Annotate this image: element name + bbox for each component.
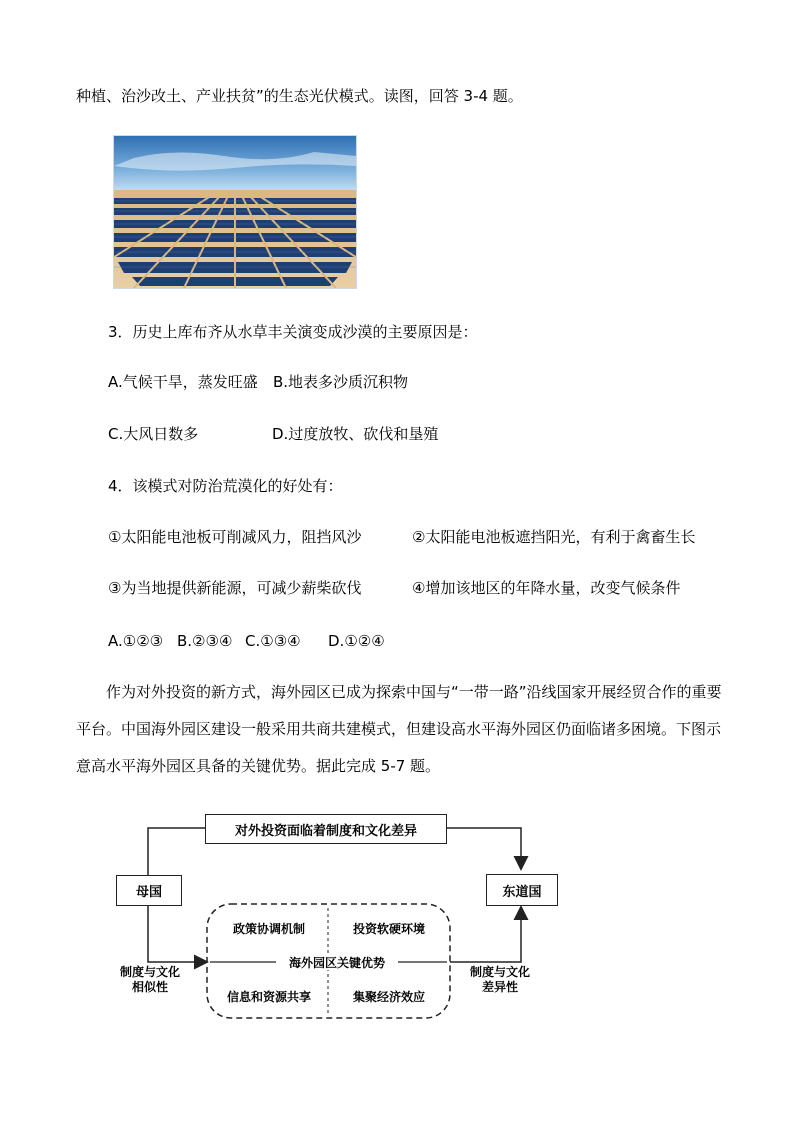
q4-item-3: ③为当地提供新能源，可减少薪柴砍伐 [108, 579, 362, 597]
q4-stem: 4．该模式对防治荒漠化的好处有： [108, 477, 343, 495]
overseas-park-diagram [110, 812, 570, 1024]
passage: 作为对外投资的新方式，海外园区已成为探索中国与“一带一路”沿线国家开展经贸合作的重要平台。中国海外园区建设一般采用共商共建模式，但建设高水平海外园区仍面临诸多困境。下图示意高水平海外园区具备的关键优势。据此完成 5-7 题。 [76, 683, 722, 775]
right-label-2: 差异性 [481, 980, 518, 994]
host-country-box: 东道国 [486, 874, 558, 906]
q4-option-d: D.①②④ [328, 632, 385, 650]
left-label-2: 相似性 [131, 980, 168, 994]
home-country-box: 母国 [116, 875, 182, 906]
q4-option-a: A.①②③ [108, 632, 164, 650]
q3-option-a: A.气候干旱，蒸发旺盛 [108, 373, 258, 391]
q4-item-2: ②太阳能电池板遮挡阳光，有利于禽畜生长 [412, 528, 696, 546]
q4-option-c: C.①③④ [245, 632, 301, 650]
intro-line: 种植、治沙改土、产业扶贫”的生态光伏模式。读图，回答 3-4 题。 [76, 87, 523, 105]
q3-option-c: C.大风日数多 [108, 425, 199, 443]
q4-item-4: ④增加该地区的年降水量，改变气候条件 [412, 579, 681, 597]
top-box: 对外投资面临着制度和文化差异 [205, 814, 447, 844]
q3-option-b: B.地表多沙质沉积物 [273, 373, 409, 391]
right-label-1: 制度与文化 [469, 965, 530, 979]
cell-agglomeration: 集聚经济效应 [352, 990, 425, 1004]
solar-farm-photo [113, 135, 357, 289]
q3-option-d: D.过度放牧、砍伐和垦殖 [272, 425, 439, 443]
q4-option-b: B.②③④ [177, 632, 233, 650]
center-title: 海外园区关键优势 [276, 954, 398, 970]
cell-info-sharing: 信息和资源共享 [226, 990, 311, 1004]
cell-investment-environment: 投资软硬环境 [352, 922, 425, 936]
left-label-1: 制度与文化 [119, 965, 180, 979]
q4-item-1: ①太阳能电池板可削减风力，阻挡风沙 [108, 528, 362, 546]
q3-stem: 3．历史上库布齐从水草丰关演变成沙漠的主要原因是： [108, 323, 478, 341]
cell-policy-coordination: 政策协调机制 [232, 922, 305, 936]
